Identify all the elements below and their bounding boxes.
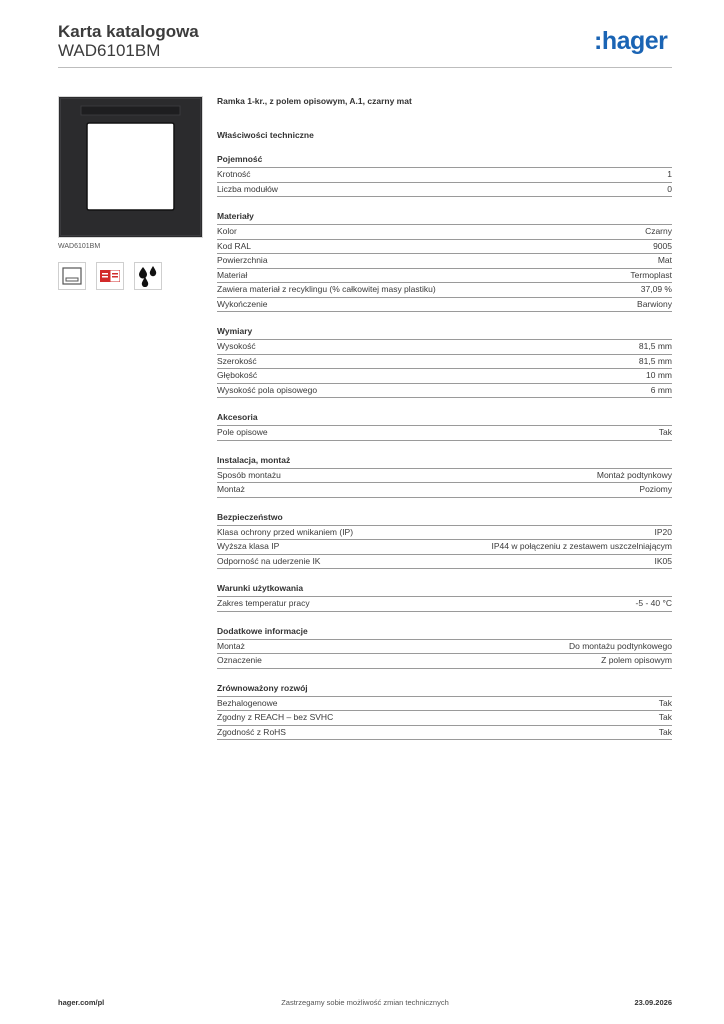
footer-date: 23.09.2026: [634, 998, 672, 1007]
spec-label: Zgodność z RoHS: [217, 726, 286, 737]
section-title: Warunki użytkowania: [217, 583, 672, 597]
spec-label: Głębokość: [217, 370, 258, 380]
spec-label: Wykończenie: [217, 298, 268, 309]
footer-notice: Zastrzegamy sobie możliwość zmian technicznych: [281, 998, 449, 1007]
spec-value: Tak: [658, 726, 672, 737]
spec-row: [217, 254, 672, 269]
section-title: Akcesoria: [217, 412, 672, 426]
spec-row: [217, 240, 672, 255]
badge-row: [58, 262, 162, 290]
spec-section: [217, 512, 672, 570]
section-title: Pojemność: [217, 154, 672, 168]
footer-website[interactable]: hager.com/pl: [58, 998, 105, 1007]
document-title: Karta katalogowa: [58, 22, 199, 41]
spec-value: Tak: [658, 427, 672, 437]
spec-label: Zawiera materiał z recyklingu (% całkowitej masy plastiku): [217, 284, 436, 294]
spec-value: Czarny: [645, 226, 672, 236]
spec-row: [217, 183, 672, 198]
spec-value: IP44 w połączeniu z zestawem uszczelniającym: [491, 541, 672, 551]
spec-value: Mat: [657, 255, 672, 265]
spec-value: 81,5 mm: [638, 341, 672, 351]
spec-row: [217, 654, 672, 669]
spec-label: Zakres temperatur pracy: [217, 598, 310, 608]
spec-value: Tak: [658, 697, 672, 708]
section-title: Dodatkowe informacje: [217, 626, 672, 640]
product-description: Ramka 1-kr., z polem opisowym, A.1, czarny mat: [217, 96, 412, 106]
spec-row: [217, 355, 672, 370]
spec-row: [217, 369, 672, 384]
spec-value: 10 mm: [646, 370, 672, 380]
spec-value: 9005: [653, 240, 672, 251]
spec-row: [217, 384, 672, 399]
spec-section: [217, 412, 672, 441]
spec-label: Sposób montażu: [217, 469, 281, 480]
image-caption: WAD6101BM: [58, 243, 101, 250]
spec-label: Kod RAL: [217, 240, 252, 251]
spec-label: Zgodny z REACH – bez SVHC: [217, 712, 334, 722]
spec-value: 0: [667, 183, 672, 194]
spec-label: Odporność na uderzenie IK: [217, 555, 321, 566]
page-header: [58, 22, 199, 60]
spec-label: Materiał: [217, 269, 248, 280]
spec-content: [217, 96, 672, 740]
spec-value: Montaż podtynkowy: [596, 469, 672, 480]
water-drops-icon: [134, 262, 162, 290]
spec-value: 6 mm: [650, 384, 672, 395]
spec-row: [217, 711, 672, 726]
spec-label: Szerokość: [217, 355, 257, 366]
spec-value: -5 - 40 °C: [635, 598, 672, 608]
spec-value: 81,5 mm: [638, 355, 672, 366]
spec-label: Kolor: [217, 226, 237, 236]
spec-label: Oznaczenie: [217, 655, 262, 665]
spec-section: [217, 583, 672, 612]
spec-section: [217, 626, 672, 669]
frame-symbol-icon: [58, 262, 86, 290]
section-title: Materiały: [217, 211, 672, 225]
spec-row: [217, 283, 672, 298]
spec-label: Montaż: [217, 640, 245, 651]
spec-section: [217, 326, 672, 398]
spec-label: Krotność: [217, 169, 251, 179]
spec-label: Bezhalogenowe: [217, 697, 278, 708]
spec-label: Montaż: [217, 484, 245, 494]
hager-logo: :hager: [594, 27, 668, 55]
spec-value: IP20: [654, 526, 672, 537]
spec-label: Wysokość: [217, 341, 256, 351]
section-title: Bezpieczeństwo: [217, 512, 672, 526]
section-title: Zrównoważony rozwój: [217, 683, 672, 697]
spec-section: [217, 211, 672, 312]
spec-row: [217, 225, 672, 240]
spec-row: [217, 597, 672, 612]
spec-value: 1: [667, 169, 672, 179]
header-divider: [58, 67, 672, 68]
product-code: WAD6101BM: [58, 41, 161, 60]
spec-row: [217, 469, 672, 484]
spec-row: [217, 426, 672, 441]
spec-row: [217, 726, 672, 741]
spec-value: Termoplast: [630, 269, 672, 280]
spec-label: Liczba modułów: [217, 183, 278, 194]
spec-section: [217, 683, 672, 741]
spec-row: [217, 340, 672, 355]
properties-heading: Właściwości techniczne: [217, 130, 314, 140]
spec-sections: [217, 154, 672, 740]
spec-label: Powierzchnia: [217, 255, 268, 265]
spec-label: Wyższa klasa IP: [217, 541, 280, 551]
product-image: [58, 96, 203, 238]
spec-value: 37,09 %: [640, 284, 672, 294]
section-title: Instalacja, montaż: [217, 455, 672, 469]
spec-row: [217, 269, 672, 284]
spec-label: Wysokość pola opisowego: [217, 384, 318, 395]
spec-value: Z polem opisowym: [601, 655, 672, 665]
spec-section: [217, 154, 672, 197]
spec-label: Klasa ochrony przed wnikaniem (IP): [217, 526, 354, 537]
spec-value: IK05: [654, 555, 672, 566]
spec-row: [217, 697, 672, 712]
recycling-label-icon: [96, 262, 124, 290]
spec-value: Tak: [658, 712, 672, 722]
spec-row: [217, 168, 672, 183]
spec-row: [217, 640, 672, 655]
spec-row: [217, 526, 672, 541]
spec-value: Do montażu podtynkowego: [568, 640, 672, 651]
spec-row: [217, 483, 672, 498]
section-title: Wymiary: [217, 326, 672, 340]
spec-value: Poziomy: [639, 484, 672, 494]
spec-row: [217, 298, 672, 313]
spec-label: Pole opisowe: [217, 427, 268, 437]
spec-row: [217, 555, 672, 570]
spec-row: [217, 540, 672, 555]
spec-section: [217, 455, 672, 498]
spec-value: Barwiony: [637, 298, 672, 309]
